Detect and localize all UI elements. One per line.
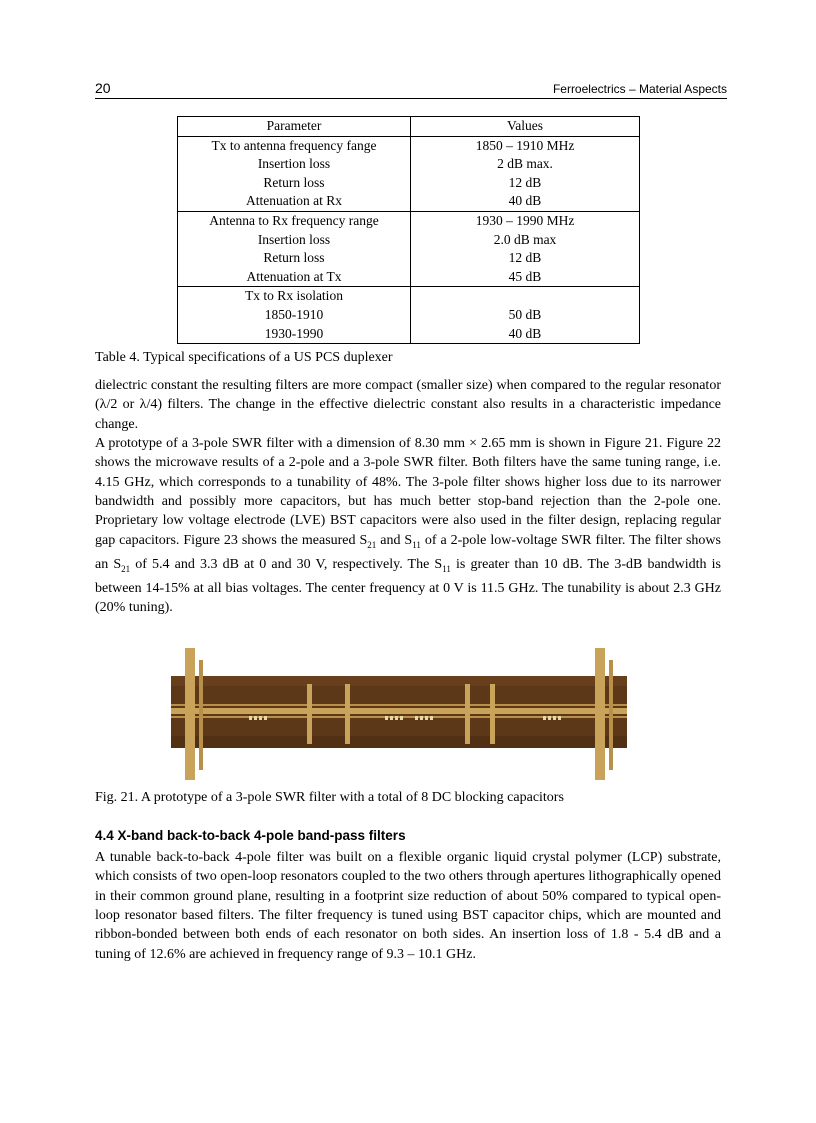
table-cell-parameter: Tx to Rx isolation (178, 287, 411, 306)
body-text-upper (95, 376, 721, 618)
table-row (178, 136, 640, 155)
table-cell-value: 2 dB max. (411, 155, 640, 174)
table-row (178, 192, 640, 211)
output-port-pad (595, 648, 605, 780)
resonator-stub (490, 684, 495, 744)
table-cell-value: 50 dB (411, 306, 640, 325)
table-cell-value: 1850 – 1910 MHz (411, 136, 640, 155)
table-cell-value: 45 dB (411, 268, 640, 287)
table-row (178, 249, 640, 268)
table-cell-parameter: Insertion loss (178, 231, 411, 250)
page-header (95, 78, 727, 99)
table-cell-parameter: Attenuation at Rx (178, 192, 411, 211)
table-cell-parameter: 1930-1990 (178, 325, 411, 344)
table-cell-value: 12 dB (411, 249, 640, 268)
spec-table (177, 116, 640, 344)
subscript: 11 (442, 563, 451, 574)
table-cell-value (411, 287, 640, 306)
page-number: 20 (95, 80, 111, 96)
table-cell-parameter: Return loss (178, 174, 411, 193)
table-row (178, 155, 640, 174)
resonator-stub (307, 684, 312, 744)
table-cell-parameter: 1850-1910 (178, 306, 411, 325)
paragraph: A prototype of a 3-pole SWR filter with a dimension of 8.30 mm × 2.65 mm is shown in Figure 21. Figure 22 shows the microwave results of a 2-pole and a 3-pole SWR filter. Both filters have the same tuning range, i.e. 4.15 GHz, which corresponds to a tunability of 48%. The 3-pole filter shows higher loss due to its narrower bandwidth and possibly more capacitors, but has much better stop-band rejection than the 2-pole one. Proprietary low voltage electrode (LVE) BST capacitors were also used in the filter design, replacing regular gap capacitors. Figure 23 shows the measured $S_{21}$ and $S_{11}$ of a 2-pole low-voltage SWR filter. The filter shows an $S_{21}$ of 5.4 and 3.3 dB at 0 and 30 V, respectively. The $S_{11}$ is greater than 10 dB. The 3-dB bandwidth is between 14-15% at all bias voltages. The center frequency at 0 V is 11.5 GHz. The tunability is about 2.3 GHz (20% tuning). (95, 436, 722, 616)
table-row (178, 325, 640, 344)
body-text-lower (95, 848, 721, 964)
input-port-pad (185, 648, 195, 780)
table-row (178, 306, 640, 325)
table-cell-value: 2.0 dB max (411, 231, 640, 250)
table-caption: Table 4. Typical specifications of a US PCS duplexer (95, 350, 393, 365)
table-cell-value: 40 dB (411, 192, 640, 211)
subscript: 21 (121, 563, 131, 574)
table-row (178, 268, 640, 287)
table-header-row (178, 117, 640, 137)
section-heading: 4.4 X-band back-to-back 4-pole band-pass filters (95, 828, 406, 843)
swr-filter-photo (165, 648, 630, 780)
table-header-values: Values (411, 117, 640, 137)
paragraph: dielectric constant the resulting filters are more compact (smaller size) when compared to the regular resonator (λ/2 or λ/4) filters. The change in the effective dielectric constant also results in a characteristic impedance change. (95, 378, 721, 432)
table-row (178, 231, 640, 250)
subscript: 11 (412, 539, 421, 550)
table-cell-parameter: Return loss (178, 249, 411, 268)
table-cell-parameter: Insertion loss (178, 155, 411, 174)
table-cell-value: 1930 – 1990 MHz (411, 211, 640, 230)
table-cell-parameter: Tx to antenna frequency fange (178, 136, 411, 155)
table-row (178, 174, 640, 193)
resonator-stub (345, 684, 350, 744)
signal-trace (171, 708, 627, 714)
table-row (178, 211, 640, 230)
table-cell-value: 12 dB (411, 174, 640, 193)
figure-caption: Fig. 21. A prototype of a 3-pole SWR filter with a total of 8 DC blocking capacitors (95, 790, 564, 805)
paragraph: A tunable back-to-back 4-pole filter was built on a flexible organic liquid crystal polymer (LCP) substrate, which consists of two open-loop resonators coupled to the two others through apertures lithographically opened in their common ground plane, resulting in a footprint size reduction of about 50% compared to typical open-loop resonator based filters. The filter frequency is tuned using BST capacitor chips, which are mounted and ribbon-bonded between both ends of each resonator on both sides. An insertion loss of 1.8 - 5.4 dB and a tuning of 12.6% are achieved in frequency range of 9.3 – 10.1 GHz. (95, 850, 721, 962)
table-header-parameter: Parameter (178, 117, 411, 137)
table-cell-value: 40 dB (411, 325, 640, 344)
running-title: Ferroelectrics – Material Aspects (552, 82, 727, 96)
filter-substrate (165, 648, 630, 780)
table-cell-parameter: Attenuation at Tx (178, 268, 411, 287)
resonator-stub (465, 684, 470, 744)
subscript: 21 (367, 539, 377, 550)
table-cell-parameter: Antenna to Rx frequency range (178, 211, 411, 230)
table-row (178, 287, 640, 306)
